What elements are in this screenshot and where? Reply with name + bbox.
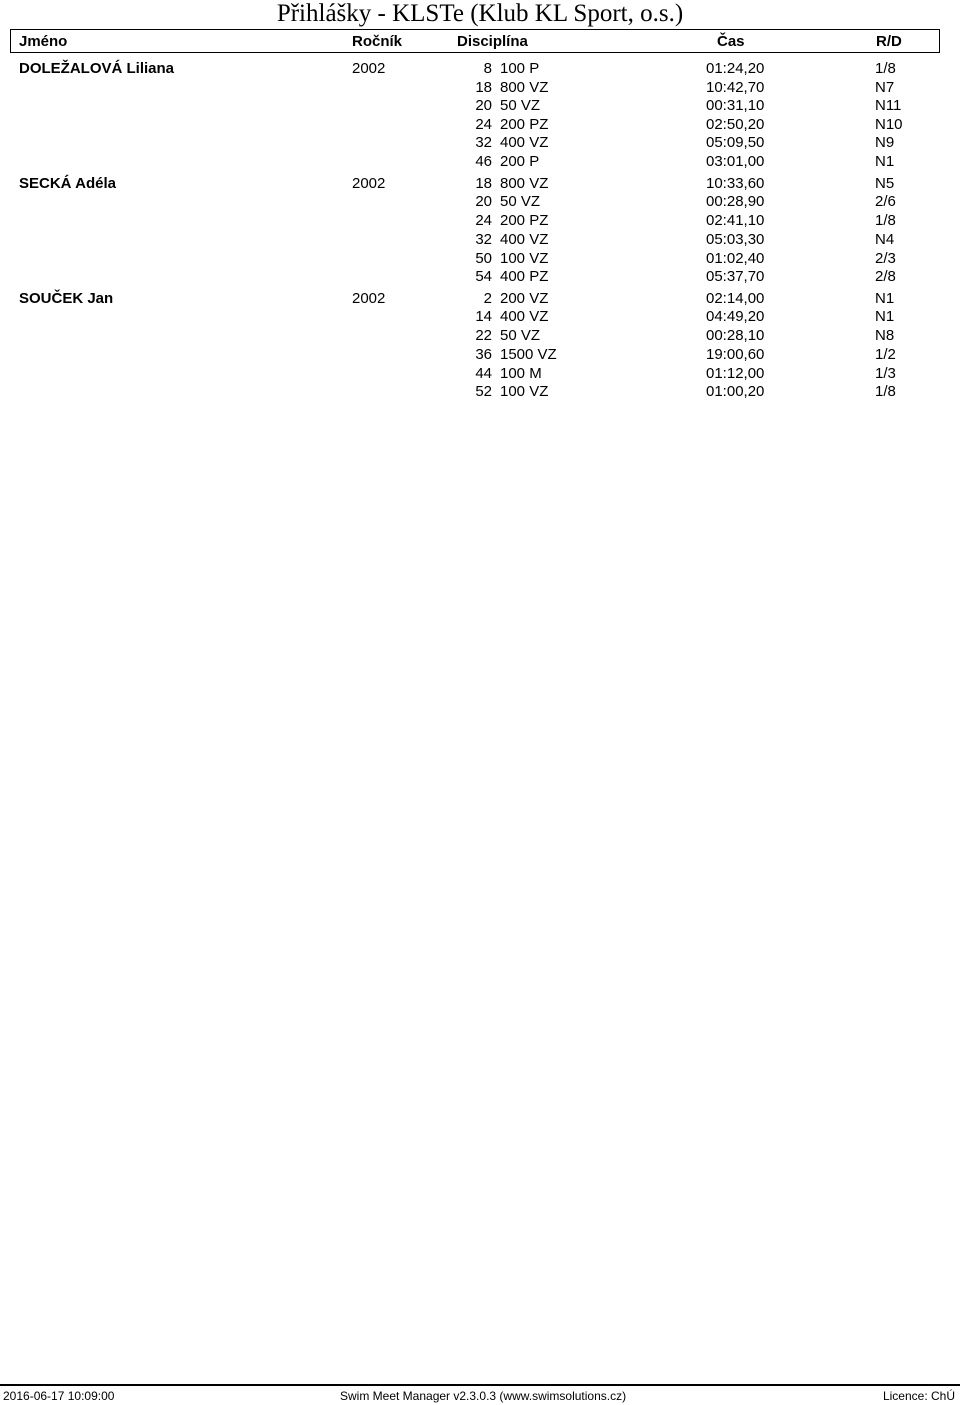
heat-lane: 1/8: [875, 383, 896, 400]
entry-time: 05:03,30: [706, 231, 765, 248]
footer-licence: Licence: ChÚ: [882, 1389, 955, 1403]
entry-time: 05:09,50: [706, 134, 765, 151]
event-discipline: 800 VZ: [500, 175, 549, 192]
table-row: [0, 96, 960, 115]
event-number: 54: [475, 268, 492, 285]
heat-lane: N5: [875, 175, 895, 192]
event-number: 32: [475, 231, 492, 248]
event-number: 20: [475, 193, 492, 210]
heat-lane: N1: [875, 153, 895, 170]
event-discipline: 400 VZ: [500, 134, 549, 151]
heat-lane: N1: [875, 290, 895, 307]
event-number: 24: [475, 116, 492, 133]
column-header-time: Čas: [717, 33, 745, 50]
table-row: [0, 59, 960, 78]
event-number: 46: [475, 153, 492, 170]
event-number: 20: [475, 97, 492, 114]
event-discipline: 400 VZ: [500, 231, 549, 248]
entry-time: 10:42,70: [706, 79, 765, 96]
table-row: [0, 345, 960, 364]
event-number: 2: [483, 290, 492, 307]
entry-time: 04:49,20: [706, 308, 765, 325]
heat-lane: 1/8: [875, 60, 896, 77]
event-discipline: 1500 VZ: [500, 346, 557, 363]
event-number: 52: [475, 383, 492, 400]
footer-divider: [0, 1384, 960, 1386]
entry-time: 01:00,20: [706, 383, 765, 400]
entry-time: 19:00,60: [706, 346, 765, 363]
heat-lane: 1/3: [875, 365, 896, 382]
event-discipline: 200 PZ: [500, 116, 549, 133]
table-row: [0, 382, 960, 401]
table-row: [0, 115, 960, 134]
entry-time: 03:01,00: [706, 153, 765, 170]
table-row: [0, 211, 960, 230]
heat-lane: N11: [875, 97, 902, 114]
event-discipline: 800 VZ: [500, 79, 549, 96]
entry-time: 00:28,10: [706, 327, 765, 344]
heat-lane: 2/8: [875, 268, 896, 285]
event-number: 44: [475, 365, 492, 382]
event-discipline: 50 VZ: [500, 97, 541, 114]
entry-year: 2002: [352, 60, 386, 77]
entry-time: 02:14,00: [706, 290, 765, 307]
event-number: 32: [475, 134, 492, 151]
table-row: [0, 78, 960, 97]
column-header-year: Ročník: [352, 33, 403, 50]
entry-time: 01:24,20: [706, 60, 765, 77]
table-row: [0, 326, 960, 345]
entry-time: 05:37,70: [706, 268, 765, 285]
heat-lane: N7: [875, 79, 895, 96]
entry-time: 00:28,90: [706, 193, 765, 210]
event-discipline: 400 PZ: [500, 268, 549, 285]
entry-name: SOUČEK Jan: [19, 290, 114, 307]
entry-time: 01:12,00: [706, 365, 765, 382]
column-header-name: Jméno: [19, 33, 68, 50]
footer-software: Swim Meet Manager v2.3.0.3 (www.swimsolutions.cz): [340, 1389, 627, 1403]
heat-lane: 2/3: [875, 250, 896, 267]
event-discipline: 200 VZ: [500, 290, 549, 307]
footer-timestamp: 2016-06-17 10:09:00: [3, 1389, 115, 1403]
event-number: 50: [475, 250, 492, 267]
table-row: [0, 249, 960, 268]
heat-lane: 1/2: [875, 346, 896, 363]
heat-lane: 2/6: [875, 193, 896, 210]
event-discipline: 200 P: [500, 153, 540, 170]
column-header-discipline: Disciplína: [457, 33, 528, 50]
table-row: [0, 192, 960, 211]
event-number: 8: [483, 60, 492, 77]
column-header-rd: R/D: [876, 33, 902, 50]
table-row: [0, 289, 960, 308]
entry-time: 10:33,60: [706, 175, 765, 192]
entry-year: 2002: [352, 175, 386, 192]
event-discipline: 400 VZ: [500, 308, 549, 325]
event-discipline: 100 VZ: [500, 250, 549, 267]
table-header: [10, 29, 940, 53]
heat-lane: N4: [875, 231, 895, 248]
heat-lane: N9: [875, 134, 895, 151]
table-row: [0, 267, 960, 286]
event-discipline: 200 PZ: [500, 212, 549, 229]
event-discipline: 100 M: [500, 365, 542, 382]
entry-time: 02:41,10: [706, 212, 765, 229]
table-row: [0, 133, 960, 152]
heat-lane: N1: [875, 308, 895, 325]
entry-name: SECKÁ Adéla: [19, 175, 116, 192]
event-number: 36: [475, 346, 492, 363]
table-row: [0, 152, 960, 171]
page-title: Přihlášky - KLSTe (Klub KL Sport, o.s.): [276, 0, 684, 27]
event-number: 24: [475, 212, 492, 229]
heat-lane: 1/8: [875, 212, 896, 229]
event-discipline: 50 VZ: [500, 193, 541, 210]
heat-lane: N10: [875, 116, 903, 133]
event-number: 18: [475, 175, 492, 192]
entry-time: 01:02,40: [706, 250, 765, 267]
entry-year: 2002: [352, 290, 386, 307]
table-row: [0, 364, 960, 383]
entry-time: 02:50,20: [706, 116, 765, 133]
table-row: [0, 230, 960, 249]
table-row: [0, 307, 960, 326]
entry-name: DOLEŽALOVÁ Liliana: [19, 60, 175, 77]
table-row: [0, 174, 960, 193]
heat-lane: N8: [875, 327, 895, 344]
event-number: 14: [475, 308, 492, 325]
entry-time: 00:31,10: [706, 97, 765, 114]
event-number: 22: [475, 327, 492, 344]
event-number: 18: [475, 79, 492, 96]
event-discipline: 50 VZ: [500, 327, 541, 344]
event-discipline: 100 P: [500, 60, 540, 77]
event-discipline: 100 VZ: [500, 383, 549, 400]
